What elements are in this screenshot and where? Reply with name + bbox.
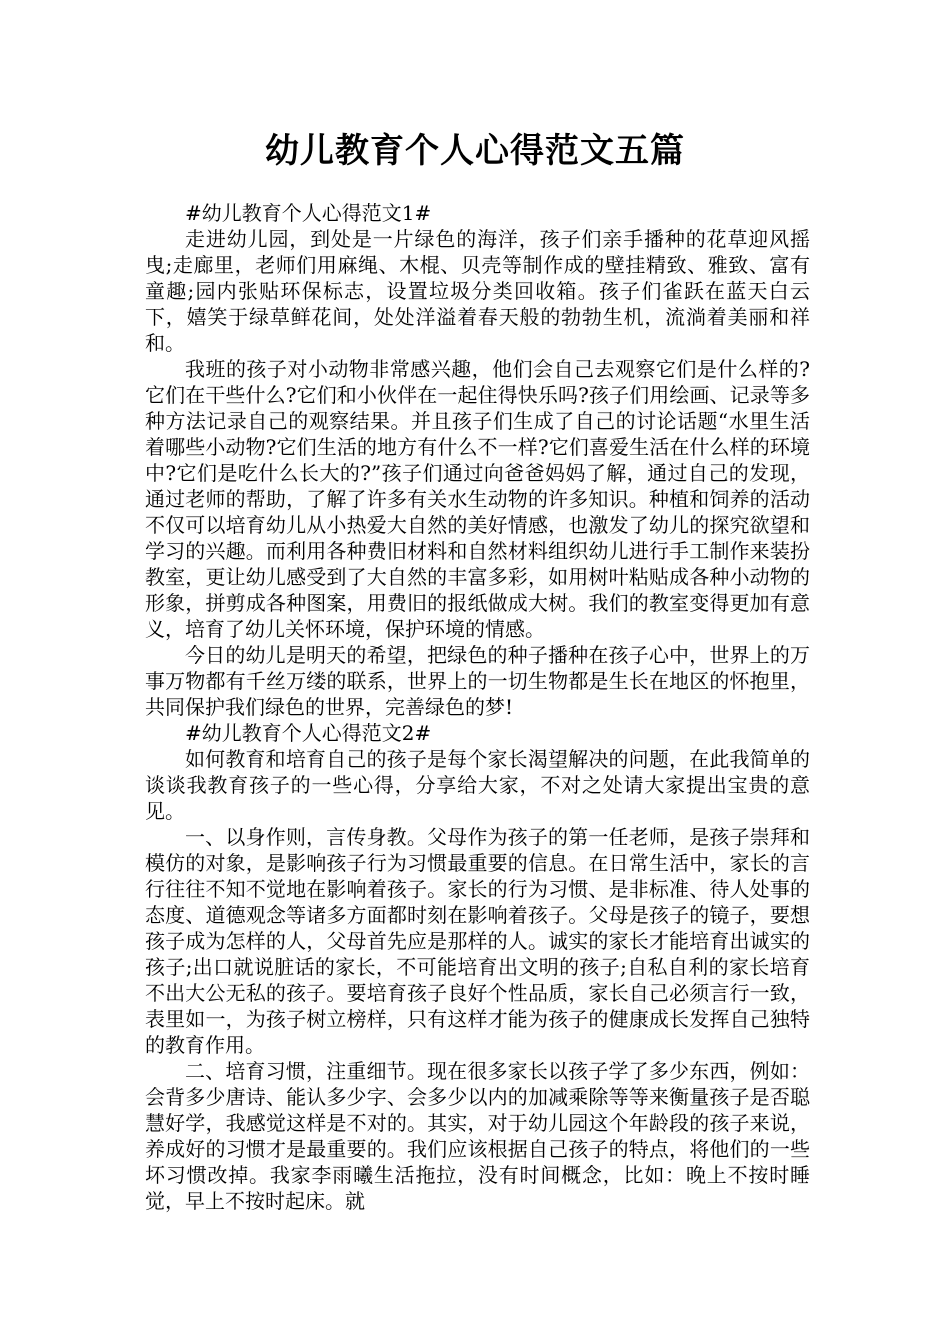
paragraph: 如何教育和培育自己的孩子是每个家长渴望解决的问题，在此我简单的谈谈我教育孩子的一些心得，分享给大家，不对之处请大家提出宝贵的意见。 [145, 747, 810, 823]
paragraph: 二、培育习惯，注重细节。现在很多家长以孩子学了多少东西，例如：会背多少唐诗、能认多少字、会多少以内的加减乘除等等来衡量孩子是否聪慧好学，我感觉这样是不对的。其实，对于幼儿园这个年龄段的孩子来说，养成好的习惯才是最重要的。我们应该根据自己孩子的特点，将他们的一些坏习惯改掉。我家李雨曦生活拖拉，没有时间概念，比如：晚上不按时睡觉，早上不按时起床。就 [145, 1059, 810, 1213]
document-body [145, 200, 810, 1214]
paragraph: 今日的幼儿是明天的希望，把绿色的种子播种在孩子心中，世界上的万事万物都有千丝万缕的联系，世界上的一切生物都是生长在地区的怀抱里，共同保护我们绿色的世界，完善绿色的梦! [145, 643, 810, 719]
section-heading-2: #幼儿教育个人心得范文2# [185, 721, 432, 745]
section-heading-1: #幼儿教育个人心得范文1# [185, 201, 432, 225]
paragraph: 走进幼儿园，到处是一片绿色的海洋，孩子们亲手播种的花草迎风摇曳;走廊里，老师们用麻绳、木棍、贝壳等制作成的壁挂精致、雅致、富有童趣;园内张贴环保标志，设置垃圾分类回收箱。孩子们雀跃在蓝天白云下，嬉笑于绿草鲜花间，处处洋溢着春天般的勃勃生机，流淌着美丽和祥和。 [145, 227, 810, 355]
paragraph: 我班的孩子对小动物非常感兴趣，他们会自己去观察它们是什么样的?它们在干些什么?它们和小伙伴在一起住得快乐吗?孩子们用绘画、记录等多种方法记录自己的观察结果。并且孩子们生成了自己的讨论话题“水里生活着哪些小动物?它们生活的地方有什么不一样?它们喜爱生活在什么样的环境中?它们是吃什么长大的?”孩子们通过向爸爸妈妈了解，通过自己的发现，通过老师的帮助，了解了许多有关水生动物的许多知识。种植和饲养的活动不仅可以培育幼儿从小热爱大自然的美好情感，也激发了幼儿的探究欲望和学习的兴趣。而利用各种费旧材料和自然材料组织幼儿进行手工制作来装扮教室，更让幼儿感受到了大自然的丰富多彩，如用树叶粘贴成各种小动物的形象，拼剪成各种图案，用费旧的报纸做成大树。我们的教室变得更加有意义，培育了幼儿关怀环境，保护环境的情感。 [145, 357, 810, 641]
paragraph: 一、以身作则，言传身教。父母作为孩子的第一任老师，是孩子崇拜和模仿的对象，是影响孩子行为习惯最重要的信息。在日常生活中，家长的言行往往不知不觉地在影响着孩子。家长的行为习惯、是非标准、待人处事的态度、道德观念等诸多方面都时刻在影响着孩子。父母是孩子的镜子，要想孩子成为怎样的人，父母首先应是那样的人。诚实的家长才能培育出诚实的孩子;出口就说脏话的家长，不可能培育出文明的孩子;自私自利的家长培育不出大公无私的孩子。要培育孩子良好个性品质，家长自己必须言行一致，表里如一，为孩子树立榜样，只有这样才能为孩子的健康成长发挥自己独特的教育作用。 [145, 825, 810, 1057]
document-title: 幼儿教育个人心得范文五篇 [265, 131, 685, 171]
